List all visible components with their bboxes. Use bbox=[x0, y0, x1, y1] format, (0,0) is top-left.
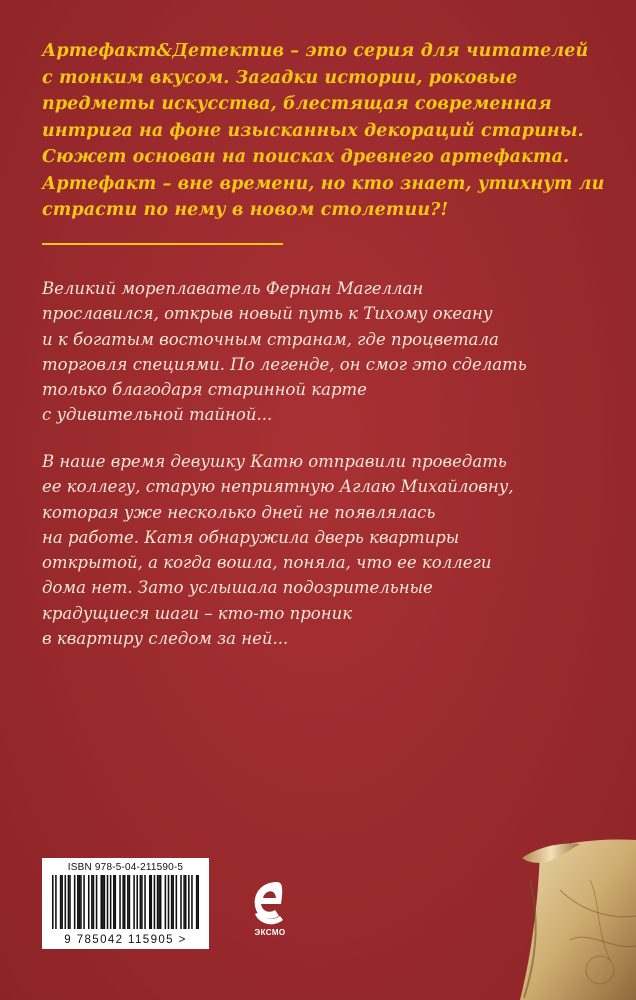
synopsis-line: только благодаря старинной карте bbox=[42, 380, 367, 400]
synopsis-paragraph-2 bbox=[42, 449, 562, 651]
blurb-line: интрига на фоне изысканных декораций старины. bbox=[42, 120, 584, 141]
synopsis-line: ее коллегу, старую неприятную Аглаю Михайловну, bbox=[42, 477, 514, 497]
blurb-line: Артефакт&Детектив – это серия для читателей bbox=[42, 41, 589, 61]
blurb-line: предметы искусства, блестящая современная bbox=[42, 94, 552, 114]
synopsis-line: открытой, а когда вошла, поняла, что ее коллеги bbox=[42, 553, 492, 573]
synopsis-line: крадущиеся шаги – кто-то проник bbox=[42, 603, 353, 623]
synopsis-line: в квартиру следом за ней... bbox=[42, 629, 289, 649]
synopsis-line: прославился, открыв новый путь к Тихому океану bbox=[42, 304, 493, 324]
blurb-line: Артефакт – вне времени, но кто знает, утихнут ли bbox=[42, 173, 605, 194]
series-blurb bbox=[42, 38, 605, 224]
synopsis-line: торговля специями. По легенде, он смог это сделать bbox=[42, 354, 527, 374]
synopsis-line: на работе. Катя обнаружила дверь квартиры bbox=[42, 527, 460, 547]
blurb-line: страсти по нему в новом столетии?! bbox=[42, 200, 449, 220]
publisher-name: ЭКСМО bbox=[254, 928, 286, 937]
divider-line bbox=[42, 243, 283, 245]
blurb-line: с тонким вкусом. Загадки истории, роковые bbox=[42, 67, 518, 88]
barcode-digits: 9 785042 115905 > bbox=[64, 934, 187, 946]
synopsis-line: Великий мореплаватель Фернан Магеллан bbox=[42, 279, 424, 298]
blurb-line: Сюжет основан на поисках древнего артефакта. bbox=[42, 147, 570, 167]
synopsis-line: которая уже несколько дней не появлялась bbox=[42, 502, 436, 522]
isbn-label: ISBN 978-5-04-211590-5 bbox=[67, 862, 184, 873]
synopsis-line: с удивительной тайной... bbox=[42, 405, 273, 425]
map-scroll-image bbox=[500, 820, 636, 1000]
synopsis-line: дома нет. Зато услышала подозрительные bbox=[42, 578, 433, 598]
synopsis-line: В наше время девушку Катю отправили проведать bbox=[42, 452, 507, 471]
synopsis-paragraph-1 bbox=[42, 276, 562, 428]
barcode-bars bbox=[52, 875, 199, 929]
synopsis-line: и к богатым восточным странам, где процветала bbox=[42, 329, 499, 349]
isbn-barcode bbox=[42, 858, 209, 949]
